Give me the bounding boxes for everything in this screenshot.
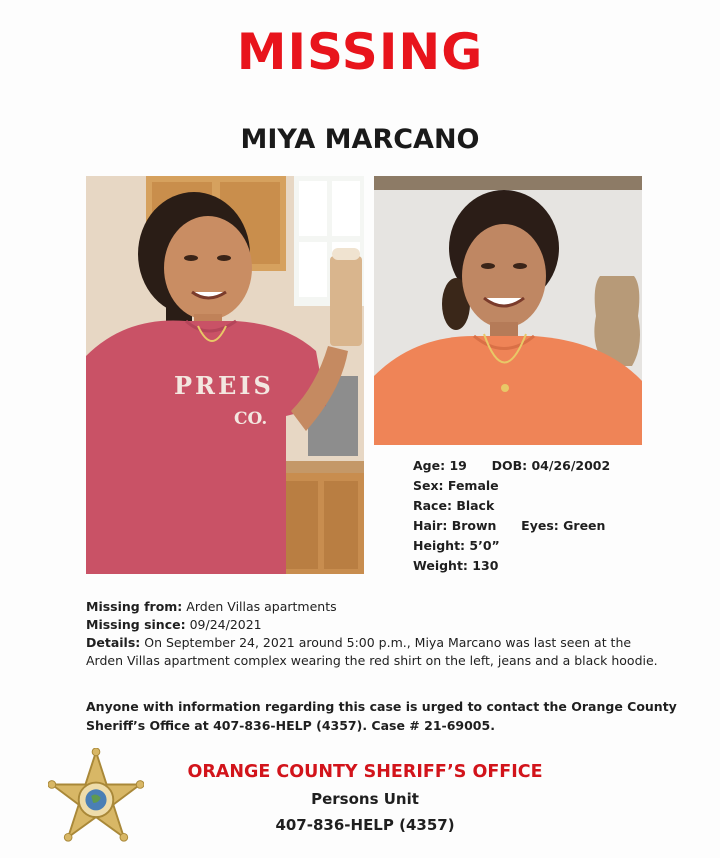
sex-label: Sex:: [413, 478, 444, 493]
hair-label: Hair:: [413, 518, 448, 533]
notice-line2: Sheriff’s Office at 407-836-HELP (4357). Case # 21-69005.: [86, 718, 495, 733]
missing-headline: MISSING: [236, 23, 484, 81]
unit-name: Persons Unit: [311, 790, 419, 808]
dob-value: 04/26/2002: [531, 458, 611, 473]
photo-red-shirt: [86, 176, 364, 574]
notice-line1: Anyone with information regarding this case is urged to contact the Orange County: [86, 699, 677, 714]
race-row: [413, 496, 693, 516]
photo-orange-sweater: [374, 176, 642, 445]
race-label: Race:: [413, 498, 452, 513]
weight-label: Weight:: [413, 558, 468, 573]
eyes-value: Green: [563, 518, 606, 533]
missing-since-label: Missing since:: [86, 617, 186, 632]
contact-phone: 407-836-HELP (4357): [275, 816, 455, 834]
details-row: [86, 634, 686, 652]
sheriff-star-badge-icon: [48, 748, 144, 844]
shirt-text-line1: PREIS: [174, 371, 274, 400]
agency-name: ORANGE COUNTY SHERIFF’S OFFICE: [187, 762, 543, 782]
height-row: [413, 536, 693, 556]
weight-value: 130: [472, 558, 499, 573]
age-value: 19: [449, 458, 467, 473]
photo-red-shirt-image: [86, 176, 364, 574]
sex-value: Female: [447, 478, 499, 493]
missing-from-value: Arden Villas apartments: [186, 599, 337, 614]
height-value: 5’0”: [469, 538, 500, 553]
sex-row: [413, 476, 693, 496]
physical-description: [413, 456, 693, 576]
case-details: [86, 598, 686, 670]
details-line1: On September 24, 2021 around 5:00 p.m., Miya Marcano was last seen at the: [144, 635, 632, 650]
missing-since-row: [86, 616, 686, 634]
race-value: Black: [456, 498, 495, 513]
hair-value: Brown: [451, 518, 497, 533]
height-label: Height:: [413, 538, 466, 553]
age-dob-row: [413, 456, 693, 476]
shirt-text-line2: CO.: [234, 409, 268, 429]
details-line2: Arden Villas apartment complex wearing the red shirt on the left, jeans and a black hoodie.: [86, 653, 658, 668]
missing-since-value: 09/24/2021: [189, 617, 262, 632]
details-row-continued: [86, 652, 686, 670]
age-label: Age:: [413, 458, 446, 473]
contact-notice: [86, 697, 686, 735]
missing-from-label: Missing from:: [86, 599, 183, 614]
missing-from-row: [86, 598, 686, 616]
weight-row: [413, 556, 693, 576]
hair-eyes-row: [413, 516, 693, 536]
photo-orange-sweater-image: [374, 176, 642, 445]
dob-label: DOB:: [491, 458, 528, 473]
eyes-label: Eyes:: [521, 518, 559, 533]
details-label: Details:: [86, 635, 141, 650]
agency-footer: [160, 758, 570, 838]
person-name: MIYA MARCANO: [240, 124, 480, 155]
